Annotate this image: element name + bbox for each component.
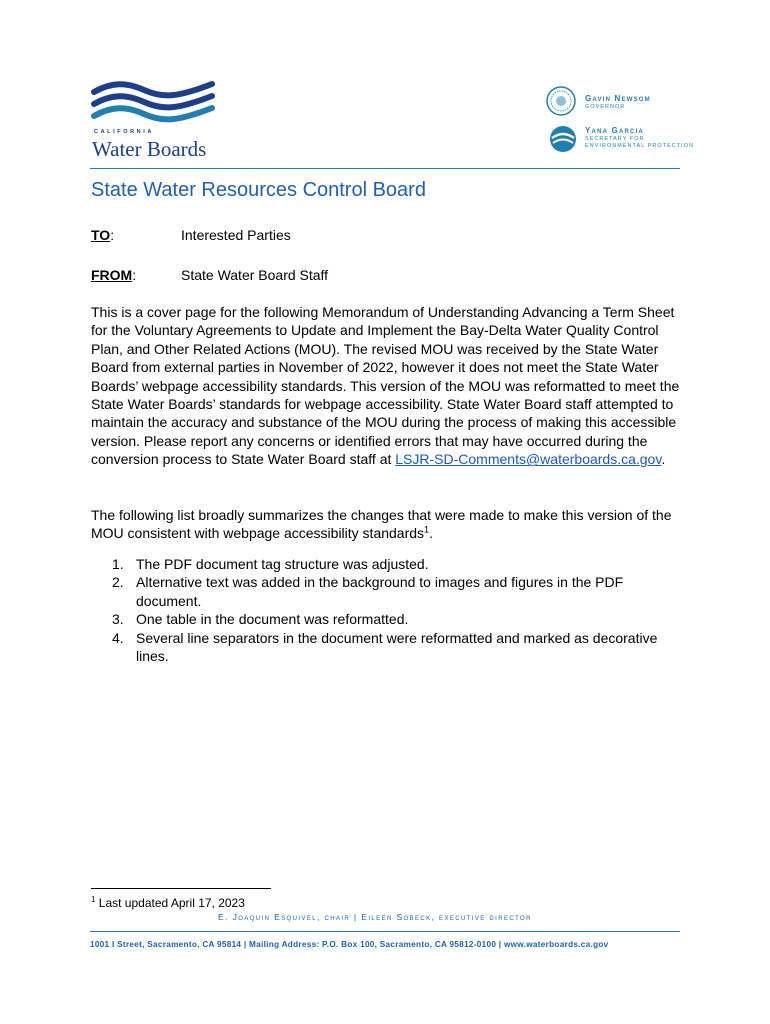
address-line: 1001 I Street, Sacramento, CA 95814 | Mailing Address: P.O. Box 100, Sacramento, CA 95812-0100 | www.waterboards.ca.gov [90, 940, 609, 949]
summary-paragraph [91, 506, 691, 543]
leadership-line: E. Joaquin Esquivel, chair | Eileen Sobeck, executive director [218, 912, 532, 922]
footnote-text: Last updated April 17, 2023 [95, 896, 245, 910]
list-item-number: 4. [112, 629, 124, 646]
to-colon: : [110, 227, 115, 243]
governor-title: GOVERNOR [585, 104, 626, 110]
list-item-text: The PDF document tag structure was adjusted. [136, 556, 429, 572]
footnote-divider [91, 888, 271, 889]
state-seal-icon [546, 86, 576, 116]
changes-list [112, 555, 692, 665]
list-item-number: 3. [112, 611, 124, 628]
secretary-title: SECRETARY FOR ENVIRONMENTAL PROTECTION [585, 136, 695, 149]
from-label [91, 267, 136, 285]
list-item [112, 573, 692, 610]
list-item-text: Several line separators in the document were reformatted and marked as decorative lines. [136, 629, 658, 665]
from-value: State Water Board Staff [181, 267, 329, 283]
intro-paragraph [91, 303, 691, 469]
from-colon: : [132, 267, 137, 283]
list-item-number: 2. [112, 574, 124, 591]
list-item [112, 610, 692, 628]
footnote-mark: 1 [91, 895, 96, 904]
from-label-text: FROM [91, 267, 133, 283]
calepa-icon [548, 124, 578, 154]
footer-divider [90, 931, 680, 932]
footnote-ref: 1 [424, 524, 430, 535]
to-label [91, 227, 114, 245]
list-item [112, 555, 692, 573]
list-item [112, 629, 692, 666]
summary-text: The following list broadly summarizes the changes that were made to make this version of the MOU consistent with webpage accessibility standards [91, 507, 672, 542]
logo-title: Water Boards [92, 137, 207, 161]
secretary-name: Yana Garcia [585, 126, 644, 135]
list-item-text: One table in the document was reformatted. [136, 611, 409, 628]
intro-text: This is a cover page for the following Memorandum of Understanding Advancing a Term Sheet for the Voluntary Agreements to Update and Implement the Bay-Delta Water Quality Control Plan, and Other Related Actions (MOU). The revised MOU was received by the State Water Board from external parties in November of 2022, however it does not meet the State Water Boards’ webpage accessibility standards. This version of the MOU was reformatted to meet the State Water Boards’ standards for webpage accessibility. State Water Board staff attempted to maintain the accuracy and substance of the MOU during the process of making this accessible version. Please report any concerns or identified errors that may have occurred during the conversion process to State Water Board staff at [91, 304, 680, 468]
to-value: Interested Parties [181, 227, 291, 243]
list-item-text: Alternative text was added in the background to images and figures in the PDF document. [136, 574, 624, 609]
comments-email-link[interactable]: LSJR-SD-Comments@waterboards.ca.gov [395, 451, 662, 468]
to-label-text: TO [91, 227, 111, 243]
board-title: State Water Resources Control Board [91, 179, 426, 201]
summary-end: . [429, 525, 433, 542]
governor-name: Gavin Newsom [585, 94, 651, 103]
intro-end: . [661, 451, 666, 468]
header-divider [90, 168, 680, 169]
list-item-number: 1. [112, 556, 124, 572]
footnote [91, 896, 245, 910]
logo-caption: CALIFORNIA [94, 129, 154, 135]
